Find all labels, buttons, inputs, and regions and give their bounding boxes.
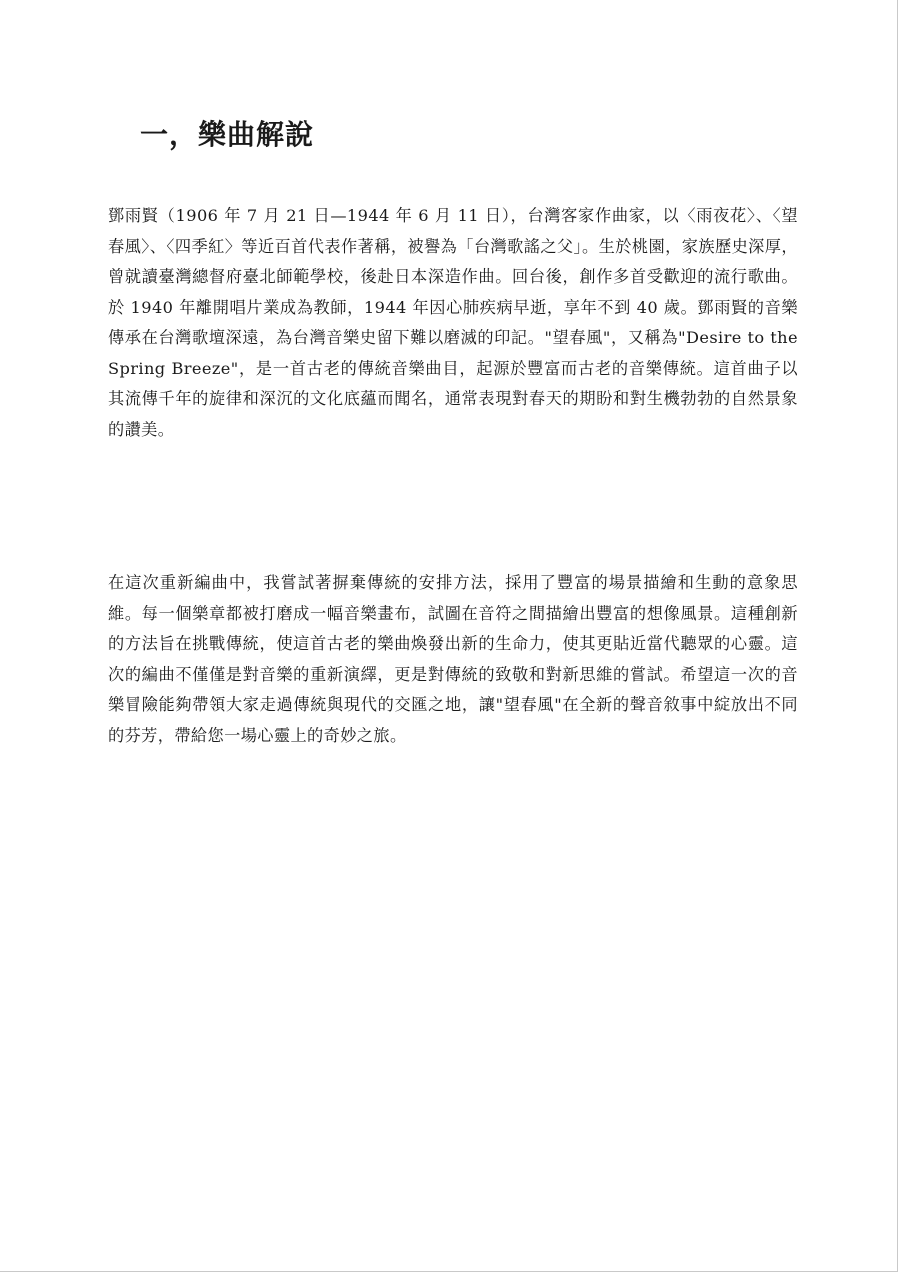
- arrangement-notes-paragraph: 在這次重新編曲中，我嘗試著摒棄傳統的安排方法，採用了豐富的場景描繪和生動的意象思維。每一個樂章都被打磨成一幅音樂畫布，試圖在音符之間描繪出豐富的想像風景。這種創新的方法旨在挑戰傳統，使這首古老的樂曲煥發出新的生命力，使其更貼近當代聽眾的心靈。這次的編曲不僅僅是對音樂的重新演繹，更是對傳統的致敬和對新思維的嘗試。希望這一次的音樂冒險能夠帶領大家走過傳統與現代的交匯之地，讓"望春風"在全新的聲音敘事中綻放出不同的芬芳，帶給您一場心靈上的奇妙之旅。: [108, 573, 798, 745]
- section-title: 一，樂曲解說: [140, 118, 315, 151]
- composer-introduction-paragraph: 鄧雨賢（1906 年 7 月 21 日—1944 年 6 月 11 日），台灣客家作曲家，以〈雨夜花〉、〈望春風〉、〈四季紅〉等近百首代表作著稱，被譽為「台灣歌謠之父」。生於桃園，家族歷史深厚，曾就讀臺灣總督府臺北師範學校，後赴日本深造作曲。回台後，創作多首受歡迎的流行歌曲。於 1940 年離開唱片業成為教師，1944 年因心肺疾病早逝，享年不到 40 歲。鄧雨賢的音樂傳承在台灣歌壇深遠，為台灣音樂史留下難以磨滅的印記。"望春風"，又稱為"Desire to the Spring Breeze"，是一首古老的傳統音樂曲目，起源於豐富而古老的音樂傳統。這首曲子以其流傳千年的旋律和深沉的文化底蘊而聞名，通常表現對春天的期盼和對生機勃勃的自然景象的讚美。: [108, 206, 798, 439]
